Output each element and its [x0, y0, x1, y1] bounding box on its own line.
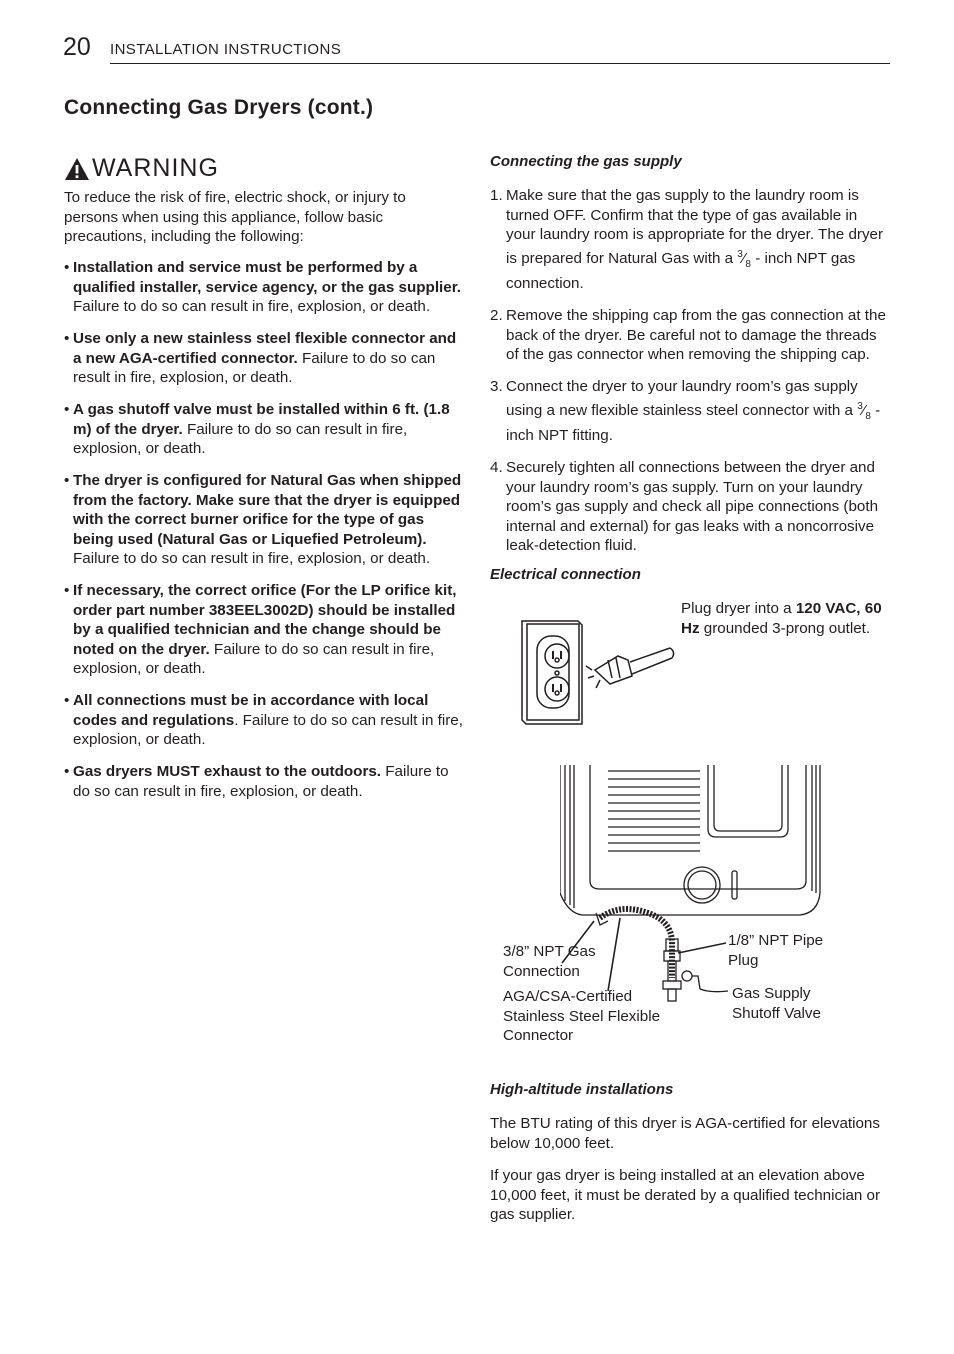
page-number: 20 — [63, 33, 91, 61]
warning-item: • Installation and service must be performed by a qualified installer, service agency, or the gas supplier. Failure to do so can result in fire, explosion, or death. — [64, 258, 464, 317]
warning-intro: To reduce the risk of fire, electric shock, or injury to persons when using this appliance, follow basic precautions, including the following: — [64, 189, 406, 245]
warning-heading — [64, 154, 219, 183]
header-rule — [110, 63, 890, 64]
step-item: 2. Remove the shipping cap from the gas connection at the back of the dryer. Be careful not to damage the threads of the gas connector when removing the shipping cap. — [490, 307, 886, 364]
warning-item: • All connections must be in accordance with local codes and regulations. Failure to do so can result in fire, explosion, or death. — [64, 691, 464, 750]
step-item: 3. Connect the dryer to your laundry room’s gas supply using a new flexible stainless steel connector with a $^3⁄_8$ - inch NPT fitting. — [490, 378, 881, 445]
label-shutoff-valve: Gas Supply Shutoff Valve — [732, 985, 821, 1022]
gas-supply-heading: Connecting the gas supply — [490, 153, 682, 170]
warning-label: WARNING — [92, 154, 219, 182]
label-flexible-connector: AGA/CSA-Certified Stainless Steel Flexible Connector — [503, 988, 661, 1044]
high-altitude-paragraph-2: If your gas dryer is being installed at an elevation above 10,000 feet, it must be derated by a qualified technician or gas supplier. — [490, 1167, 881, 1223]
step-item: 4. Securely tighten all connections between the dryer and your laundry room’s gas supply. Turn on your laundry room’s gas supply and check all pipe connections (both internal and external) for gas leaks with a noncorrosive leak-detection fluid. — [490, 459, 879, 555]
warning-triangle-icon — [64, 157, 90, 181]
high-altitude-heading: High-altitude installations — [490, 1081, 674, 1098]
label-npt-gas-connection: 3/8” NPT Gas Connection — [503, 943, 596, 980]
warning-item: • A gas shutoff valve must be installed within 6 ft. (1.8 m) of the dryer. Failure to do so can result in fire, explosion, or death. — [64, 400, 464, 459]
label-pipe-plug: 1/8” NPT Pipe Plug — [728, 932, 824, 969]
high-altitude-paragraph-1: The BTU rating of this dryer is AGA-certified for elevations below 10,000 feet. — [490, 1115, 880, 1152]
outlet-plug-illustration — [520, 618, 680, 728]
gas-supply-steps — [490, 186, 890, 568]
electrical-heading: Electrical connection — [490, 566, 641, 583]
step-item: 1. Make sure that the gas supply to the laundry room is turned OFF. Confirm that the type of gas available in your laundry room is appropriate for the dryer. The dryer is prepared for Natural Gas with a $^3⁄_8$ - inch NPT gas connection. — [490, 187, 884, 293]
warning-item: • If necessary, the correct orifice (For the LP orifice kit, order part number 383EEL3002D) should be installed by a qualified technician and the change should be noted on the dryer. Failure to do so can result in fire, explosion, or death. — [64, 581, 464, 679]
plug-note: Plug dryer into a 120 VAC, 60 Hz grounded 3-prong outlet. — [681, 600, 882, 637]
page-title: Connecting Gas Dryers (cont.) — [64, 96, 374, 119]
warning-item: • Gas dryers MUST exhaust to the outdoors. Failure to do so can result in fire, explosion, or death. — [64, 762, 464, 801]
warning-item: • The dryer is configured for Natural Gas when shipped from the factory. Make sure that the dryer is equipped with the correct burner orifice for the type of gas being used (Natural Gas or Liquefied Petroleum). Failure to do so can result in fire, explosion, or death. — [64, 471, 464, 569]
section-name: INSTALLATION INSTRUCTIONS — [110, 41, 342, 58]
warning-list — [64, 258, 464, 814]
warning-item: • Use only a new stainless steel flexible connector and a new AGA-certified connector. Failure to do so can result in fire, explosion, or death. — [64, 329, 464, 388]
